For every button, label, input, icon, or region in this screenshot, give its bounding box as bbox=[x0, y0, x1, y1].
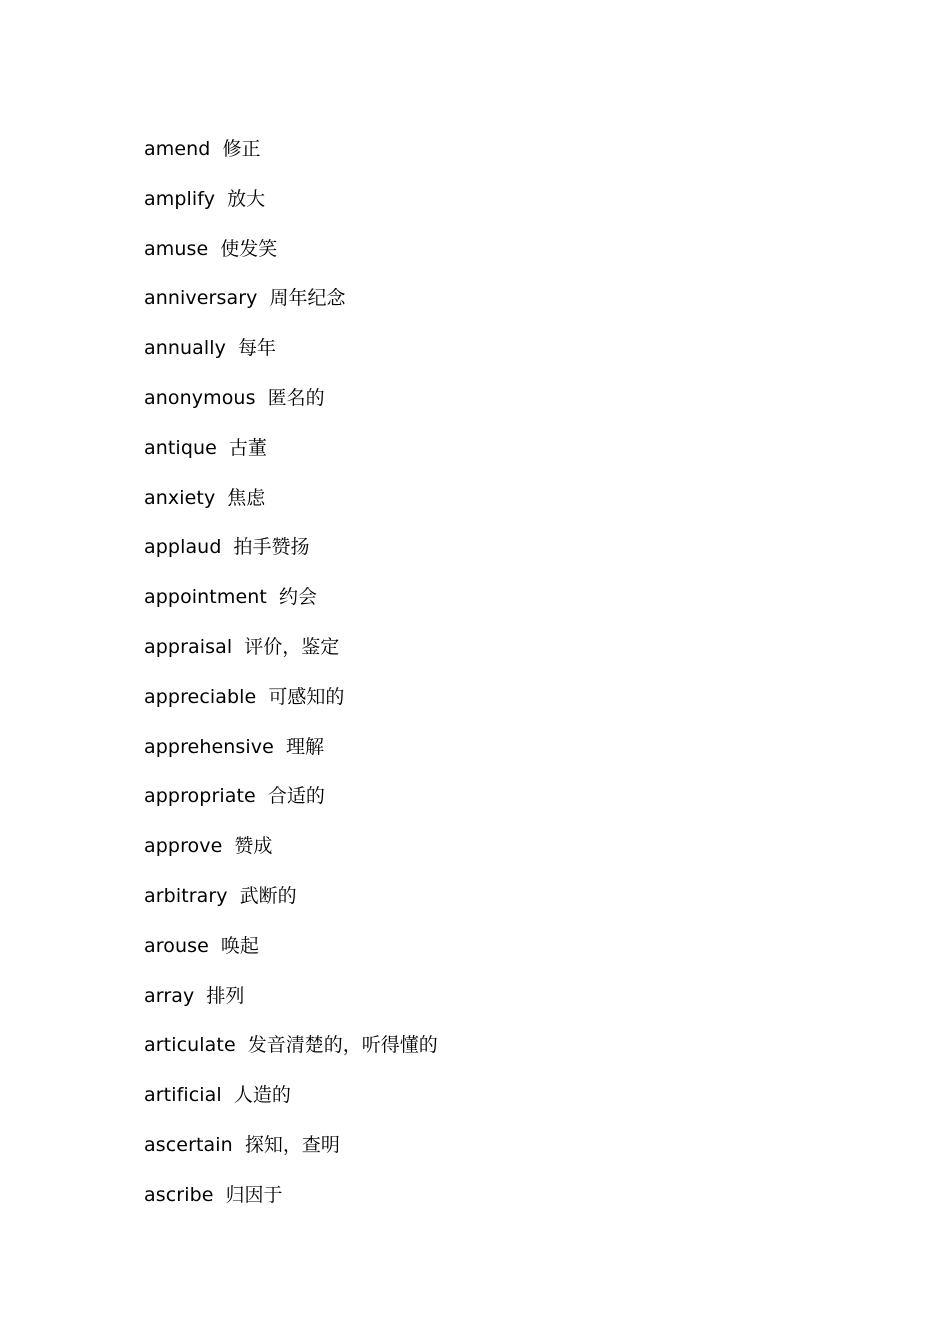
list-item bbox=[144, 977, 438, 1027]
english-term: ascertain bbox=[144, 1133, 233, 1156]
english-term: appraisal bbox=[144, 635, 233, 658]
chinese-meaning: 理解 bbox=[285, 735, 324, 758]
chinese-meaning: 修正 bbox=[222, 138, 261, 160]
chinese-meaning: 约会 bbox=[278, 586, 317, 609]
chinese-meaning: 探知，查明 bbox=[244, 1133, 340, 1156]
chinese-meaning: 古董 bbox=[228, 436, 267, 459]
list-item bbox=[144, 827, 438, 877]
chinese-meaning: 排列 bbox=[206, 984, 245, 1007]
chinese-meaning: 可感知的 bbox=[268, 685, 345, 708]
list-item bbox=[144, 329, 438, 379]
list-item bbox=[144, 777, 438, 827]
chinese-meaning: 使发笑 bbox=[220, 237, 278, 260]
list-item bbox=[144, 180, 438, 230]
list-item bbox=[144, 528, 438, 578]
chinese-meaning: 周年纪念 bbox=[269, 287, 346, 310]
vocabulary-list bbox=[144, 130, 438, 1226]
chinese-meaning: 人造的 bbox=[233, 1084, 291, 1107]
chinese-meaning: 拍手赞扬 bbox=[233, 536, 310, 559]
list-item bbox=[144, 578, 438, 628]
list-item bbox=[144, 877, 438, 927]
english-term: amplify bbox=[144, 187, 216, 210]
english-term: appreciable bbox=[144, 685, 257, 708]
list-item bbox=[144, 379, 438, 429]
chinese-meaning: 赞成 bbox=[234, 835, 273, 858]
english-term: applaud bbox=[144, 536, 222, 559]
english-term: artificial bbox=[144, 1084, 222, 1107]
english-term: approve bbox=[144, 835, 223, 858]
english-term: amuse bbox=[144, 237, 209, 260]
list-item bbox=[144, 1026, 438, 1076]
english-term: antique bbox=[144, 436, 217, 459]
english-term: appropriate bbox=[144, 785, 256, 808]
list-item bbox=[144, 279, 438, 329]
list-item bbox=[144, 728, 438, 778]
english-term: ascribe bbox=[144, 1183, 214, 1206]
english-term: array bbox=[144, 984, 195, 1007]
chinese-meaning: 焦虑 bbox=[227, 486, 266, 509]
chinese-meaning: 合适的 bbox=[267, 785, 325, 808]
english-term: articulate bbox=[144, 1034, 236, 1057]
list-item bbox=[144, 1176, 438, 1226]
english-term: amend bbox=[144, 138, 211, 160]
chinese-meaning: 唤起 bbox=[220, 934, 259, 957]
list-item bbox=[144, 230, 438, 280]
chinese-meaning: 武断的 bbox=[239, 884, 297, 907]
english-term: arouse bbox=[144, 934, 209, 957]
list-item bbox=[144, 130, 438, 180]
english-term: anonymous bbox=[144, 386, 256, 409]
english-term: apprehensive bbox=[144, 735, 274, 758]
english-term: arbitrary bbox=[144, 884, 228, 907]
english-term: appointment bbox=[144, 586, 267, 609]
list-item bbox=[144, 479, 438, 529]
list-item bbox=[144, 927, 438, 977]
list-item bbox=[144, 1076, 438, 1126]
chinese-meaning: 评价，鉴定 bbox=[244, 635, 340, 658]
list-item bbox=[144, 678, 438, 728]
chinese-meaning: 每年 bbox=[238, 337, 277, 360]
chinese-meaning: 匿名的 bbox=[267, 386, 325, 409]
chinese-meaning: 放大 bbox=[227, 187, 266, 210]
list-item bbox=[144, 628, 438, 678]
list-item bbox=[144, 429, 438, 479]
english-term: anniversary bbox=[144, 287, 258, 310]
list-item bbox=[144, 1126, 438, 1176]
english-term: anxiety bbox=[144, 486, 216, 509]
chinese-meaning: 归因于 bbox=[225, 1183, 283, 1206]
chinese-meaning: 发音清楚的，听得懂的 bbox=[247, 1034, 438, 1057]
english-term: annually bbox=[144, 337, 227, 360]
